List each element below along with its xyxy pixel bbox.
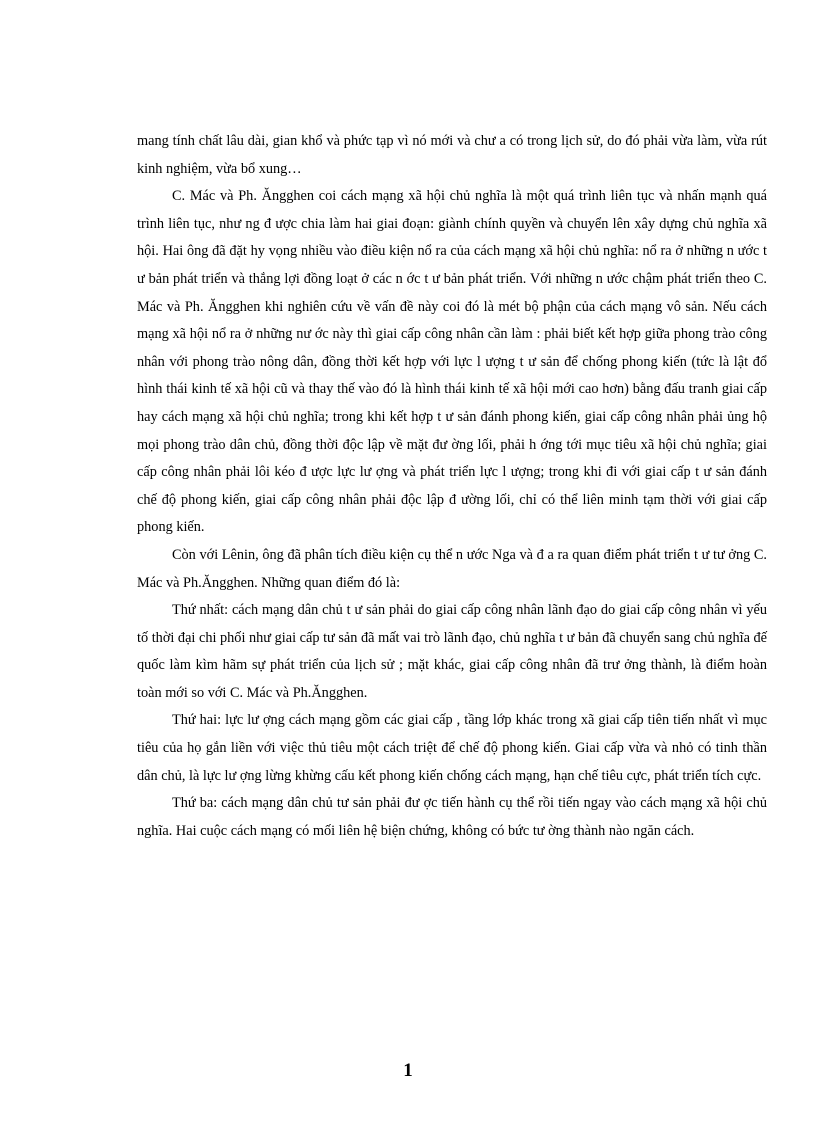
body-text: [137, 128, 767, 845]
paragraph-6: Thứ ba: cách mạng dân chủ tư sản phải đư ợc tiến hành cụ thể rồi tiến ngay vào cách mạng xã hội chủ nghĩa. Hai cuộc cách mạng có mối liên hệ biện chứng, không có bức tư ờng thành nào ngăn cách.: [137, 795, 767, 839]
paragraph-3: Còn với Lênin, ông đã phân tích điều kiện cụ thể n ước Nga và đ a ra quan điểm phát triển t ư tư ởng C. Mác và Ph.Ăngghen. Những quan điểm đó là:: [137, 546, 767, 591]
paragraph-5: Thứ hai: lực lư ợng cách mạng gồm các giai cấp , tầng lớp khác trong xã giai cấp tiên tiến nhất vì mục tiêu của họ gắn liền với việc thủ tiêu một cách triệt để chế độ phong kiến. Giai cấp vừa và nhỏ có tinh thần dân chủ, là lực lư ợng lừng khừng cấu kết phong kiến chống cách mạng, hạn chế tiêu cực, phát triển tích cực.: [137, 712, 767, 784]
page-number: 1: [403, 1060, 413, 1081]
paragraph-4: Thứ nhất: cách mạng dân chủ t ư sản phải do giai cấp công nhân lãnh đạo do giai cấp công nhân vì yếu tố thời đại chi phối như giai cấp tư sản đã mất vai trò lãnh đạo, chủ nghĩa t ư bản đã chuyển sang chủ nghĩa đế quốc làm kìm hãm sự phát triển của lịch sử ; mặt khác, giai cấp công nhân đã trư ởng thành, là điểm hoàn toàn mới so với C. Mác và Ph.Ăngghen.: [137, 602, 767, 701]
paragraph-2: C. Mác và Ph. Ăngghen coi cách mạng xã hội chủ nghĩa là một quá trình liên tục và nhấn mạnh quá trình liên tục, như ng đ ược chia làm hai giai đoạn: giành chính quyền và chuyển lên xây dựng chủ nghĩa xã hội. Hai ông đã đặt hy vọng nhiều vào điều kiện nổ ra của cách mạng xã hội chủ nghĩa: nổ ra ở những n ước t ư bản phát triển và thắng lợi đồng loạt ở các n ớc t ư bản phát triển. Với những n ước chậm phát triển theo C. Mác và Ph. Ăngghen khi nghiên cứu về vấn đề này coi đó là mét bộ phận của cách mạng vô sản. Nếu cách mạng xã hội nổ ra ở những nư ớc này thì giai cấp công nhân cần làm : phải biết kết hợp giữa phong trào công nhân với phong trào nông dân, đồng thời kết hợp với lực l ượng t ư sản để chống phong kiến (tức là lật đổ hình thái kinh tế xã hội cũ và thay thế vào đó là hình thái kinh tế xã hội mới cao hơn) bằng đấu tranh giai cấp hay cách mạng xã hội chủ nghĩa; trong khi kết hợp t ư sản đánh phong kiến, giai cấp công nhân phải ủng hộ mọi phong trào dân chủ, đồng thời độc lập về mặt đư ờng lối, phải h ớng tới mục tiêu xã hội chủ nghĩa; giai cấp công nhân phải lôi kéo đ ược lực lư ợng và phát triển lực l ượng; trong khi đi với giai cấp t ư sản đánh chế độ phong kiến, giai cấp công nhân phải độc lập đ ường lối, chỉ có thể liên minh tạm thời với giai cấp phong kiến.: [137, 188, 767, 536]
paragraph-1: mang tính chất lâu dài, gian khổ và phức tạp vì nó mới và chư a có trong lịch sử, do đó phải vừa làm, vừa rút kinh nghiệm, vừa bổ xung…: [137, 133, 767, 177]
